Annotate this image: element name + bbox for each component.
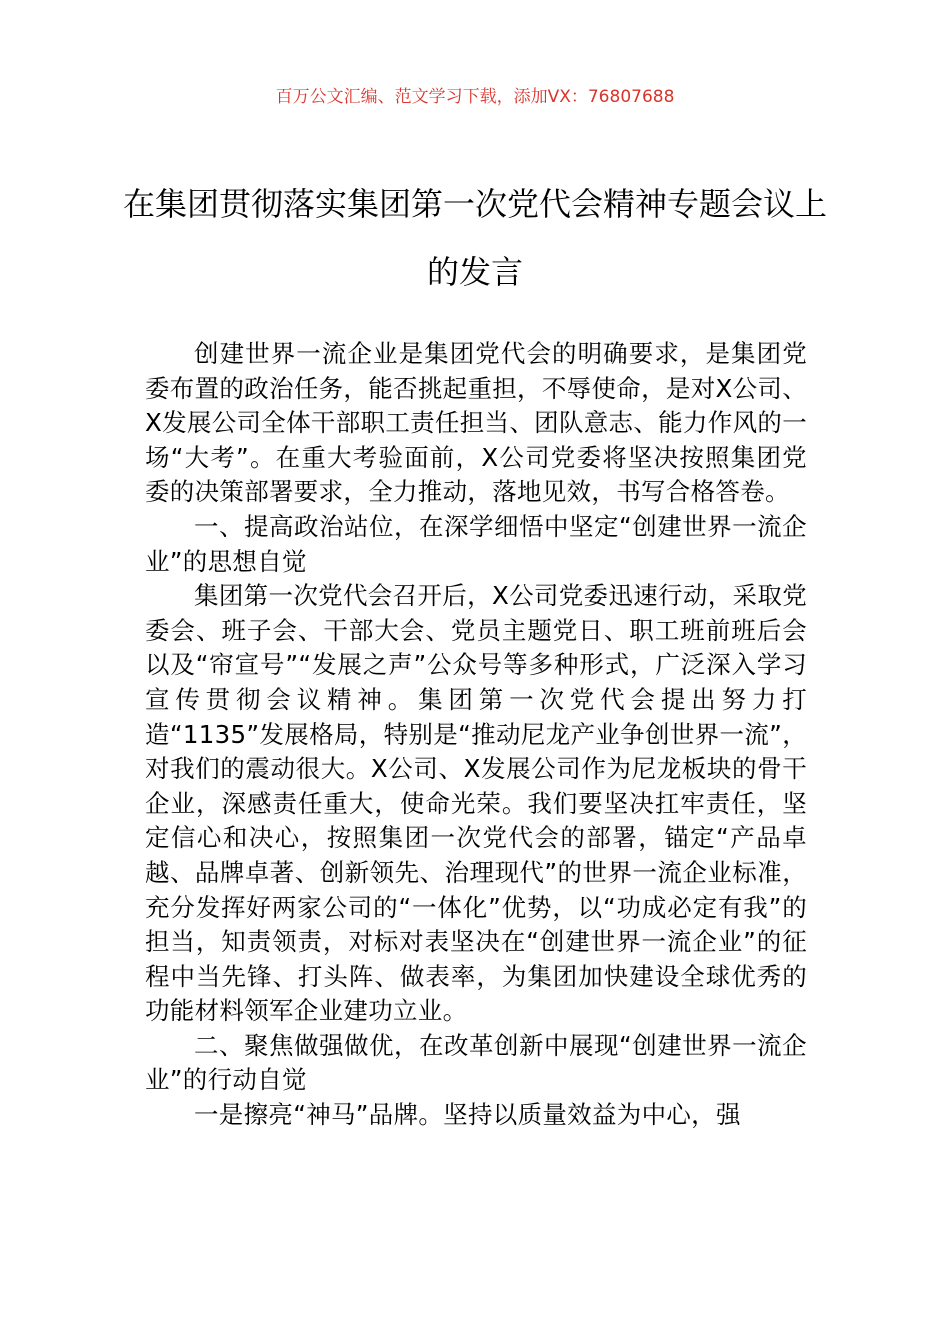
paragraph-section-1: 集团第一次党代会召开后，X公司党委迅速行动，采取党委会、班子会、干部大会、党员主题党日、职工班前班后会以及“帘宣号”“发展之声”公众号等多种形式，广泛深入学习宣传贯彻会议精神。集团第一次党代会提出努力打造“1135”发展格局，特别是“推动尼龙产业争创世界一流”，对我们的震动很大。X公司、X发展公司作为尼龙板块的骨干企业，深感责任重大，使命光荣。我们要坚决扛牢责任，坚定信心和决心，按照集团一次党代会的部署，锚定“产品卓越、品牌卓著、创新领先、治理现代”的世界一流企业标准，充分发挥好两家公司的“一体化”优势，以“功成必定有我”的担当，知责领责，对标对表坚决在“创建世界一流企业”的征程中当先锋、打头阵、做表率，为集团加快建设全球优秀的功能材料领军企业建功立业。 [145,581,807,1026]
document-title: 在集团贯彻落实集团第一次党代会精神专题会议上的发言 [122,185,827,291]
section-heading-2: 二、聚焦做强做优，在改革创新中展现“创建世界一流企业”的行动自觉 [145,1030,807,1095]
header-note: 百万公文汇编、范文学习下载，添加VX：76807688 [275,87,675,107]
document-body [145,337,807,1133]
section-heading-1: 一、提高政治站位，在深学细悟中坚定“创建世界一流企业”的思想自觉 [145,511,807,576]
paragraph-section-2-start: 一是擦亮“神马”品牌。坚持以质量效益为中心，强 [194,1100,741,1130]
paragraph-intro: 创建世界一流企业是集团党代会的明确要求，是集团党委布置的政治任务，能否挑起重担，不辱使命，是对X公司、X发展公司全体干部职工责任担当、团队意志、能力作风的一场“大考”。在重大考验面前，X公司党委将坚决按照集团党委的决策部署要求，全力推动，落地见效，书写合格答卷。 [145,339,807,507]
